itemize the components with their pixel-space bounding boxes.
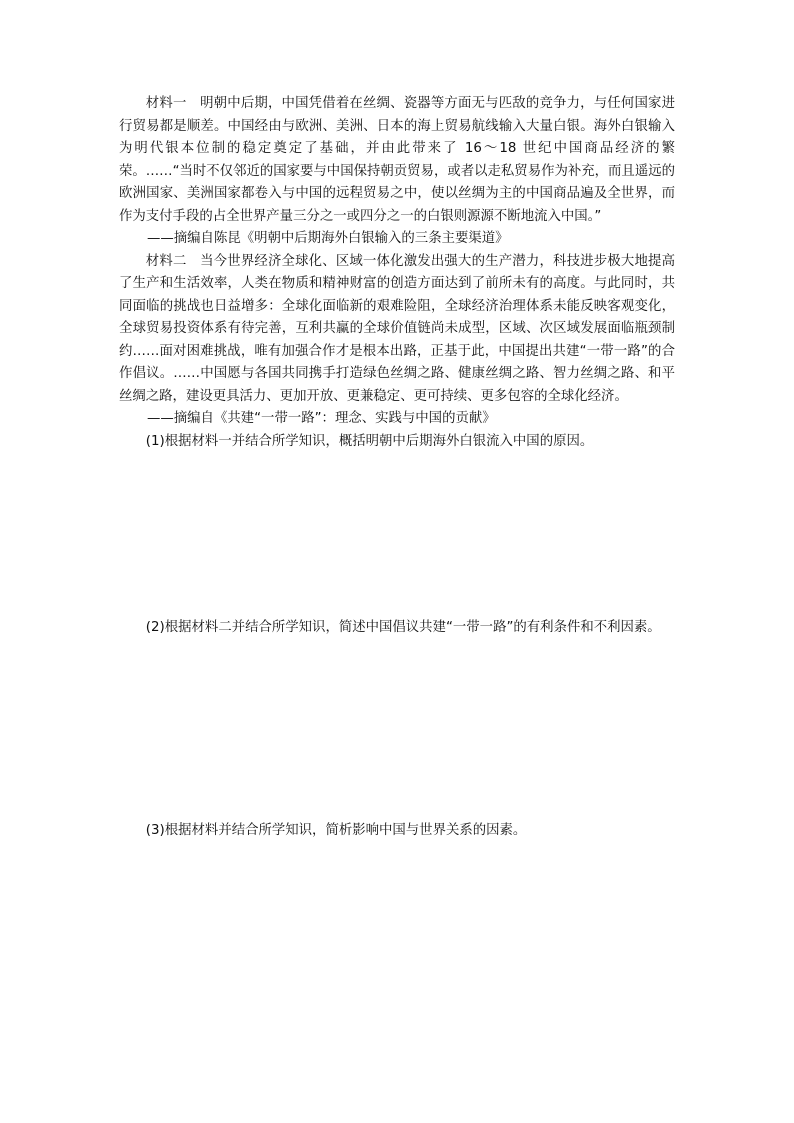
material-2-source: ——摘编自《共建“一带一路”：理念、实践与中国的贡献》 xyxy=(147,411,496,426)
question-1: (1)根据材料一并结合所学知识，概括明朝中后期海外白银流入中国的原因。 xyxy=(145,433,594,449)
question-3: (3)根据材料并结合所学知识，简析影响中国与世界关系的因素。 xyxy=(145,822,527,838)
material-2-text: 材料二 当今世界经济全球化、区域一体化激发出强大的生产潜力，科技进步极大地提高了生产和生活效率，人类在物质和精神财富的创造方面达到了前所未有的高度。与此同时，共同面临的挑战也日益增多：全球化面临新的艰难险阻，全球经济治理体系未能反映客观变化，全球贸易投资体系有待完善，互利共赢的全球价值链尚未成型，区域、次区域发展面临瓶颈制约……面对困难挑战，唯有加强合作才是根本出路，正基于此，中国提出共建“一带一路”的合作倡议。……中国愿与各国共同携手打造绿色丝绸之路、健康丝绸之路、智力丝绸之路、和平丝绸之路，建设更具活力、更加开放、更兼稳定、更可持续、更多包容的全球化经济。 xyxy=(119,253,675,404)
material-1-text: 材料一 明朝中后期，中国凭借着在丝绸、瓷器等方面无与匹敌的竞争力，与任何国家进行贸易都是顺差。中国经由与欧洲、美洲、日本的海上贸易航线输入大量白银。海外白银输入为明代银本位制的稳定奠定了基础，并由此带来了 16～18 世纪中国商品经济的繁荣。……“当时不仅邻近的国家要与中国保持朝贡贸易，或者以走私贸易作为补充，而且遥远的欧洲国家、美洲国家都卷入与中国的远程贸易之中，使以丝绸为主的中国商品遍及全世界，而作为支付手段的占全世界产量三分之一或四分之一的白银则源源不断地流入中国。” xyxy=(119,96,675,224)
question-2: (2)根据材料二并结合所学知识，简述中国倡议共建“一带一路”的有利条件和不利因素。 xyxy=(145,620,661,635)
answer-space-1 xyxy=(119,453,675,617)
material-1-source: ——摘编自陈昆《明朝中后期海外白银输入的三条主要渠道》 xyxy=(147,231,509,246)
document-page xyxy=(119,93,675,842)
answer-space-2 xyxy=(119,640,675,820)
